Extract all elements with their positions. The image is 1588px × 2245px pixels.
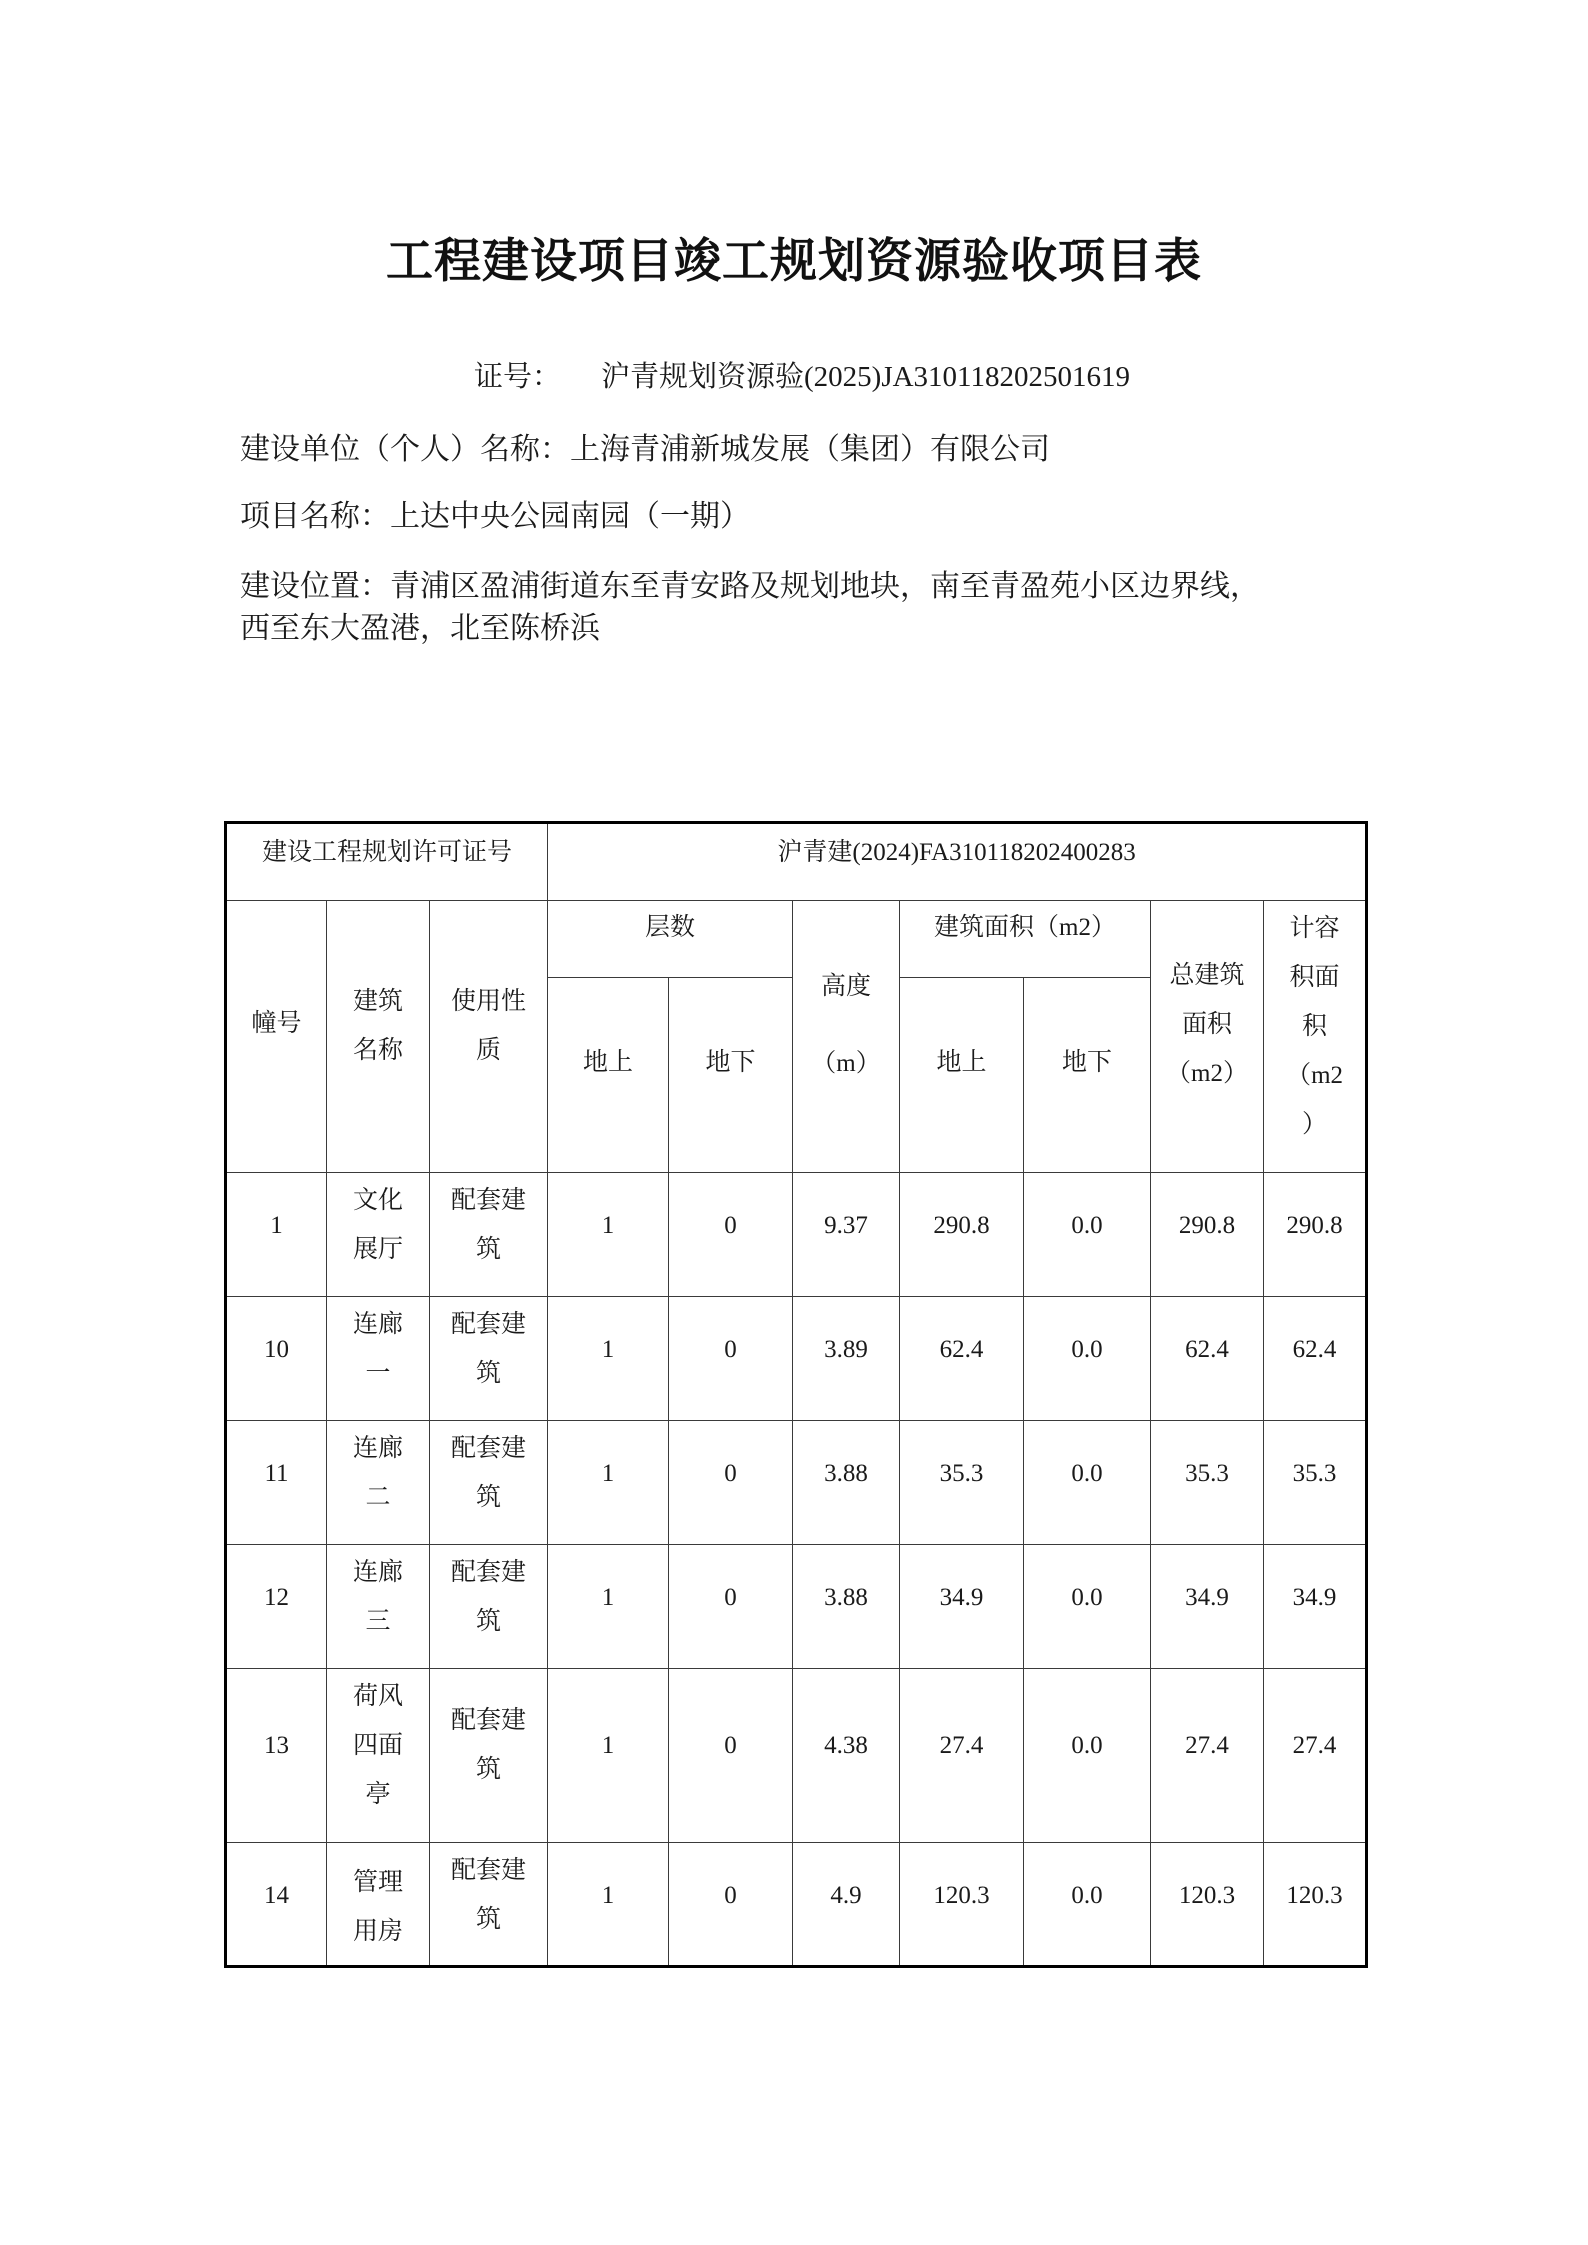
header-line: 使用性	[451, 988, 527, 1015]
header-line: 积面	[1289, 964, 1340, 991]
cell-line: 连廊	[352, 1311, 403, 1338]
cell-floors-above	[548, 1297, 669, 1421]
header-floors-above-label: 地上	[583, 1049, 634, 1076]
cell-floors-above-value: 1	[601, 1731, 615, 1759]
cell-total-area-value: 120.3	[1178, 1881, 1236, 1909]
header-building-name	[327, 901, 430, 1173]
cell-far-area-value: 35.3	[1292, 1459, 1337, 1487]
cell-far-area	[1264, 1173, 1367, 1297]
acceptance-table	[224, 821, 1368, 1968]
cell-floors-below	[669, 1173, 793, 1297]
cell-area-below-value: 0.0	[1071, 1335, 1103, 1363]
header-use	[430, 901, 548, 1173]
cell-area-below	[1024, 1421, 1151, 1545]
header-area	[900, 901, 1151, 978]
cell-height	[793, 1545, 900, 1669]
table-row	[226, 1843, 1367, 1967]
cell-floors-below-value: 0	[724, 1731, 737, 1759]
cell-total-area-value: 62.4	[1185, 1335, 1229, 1363]
cell-floors-above-value: 1	[601, 1211, 615, 1239]
table-row	[226, 1421, 1367, 1545]
cell-line: 筑	[476, 1360, 502, 1387]
cell-line: 筑	[476, 1608, 502, 1635]
cell-use	[430, 1421, 548, 1545]
cell-floors-above-value: 1	[601, 1335, 615, 1363]
cell-line: 配套建	[451, 1707, 527, 1734]
table-row	[226, 1669, 1367, 1843]
cell-line: 配套建	[451, 1857, 527, 1884]
cell-line: 三	[365, 1608, 391, 1635]
cell-total-area-value: 290.8	[1178, 1211, 1236, 1239]
location-line: 西至东大盈港，北至陈桥浜	[240, 612, 600, 645]
cell-height-value: 4.38	[824, 1731, 868, 1759]
cell-area-below-value: 0.0	[1071, 1211, 1103, 1239]
location-block	[240, 566, 1260, 650]
project-name: 上达中央公园南园（一期）	[390, 500, 750, 533]
cell-line: 管理	[352, 1869, 403, 1896]
cell-floors-below	[669, 1297, 793, 1421]
cell-building-name	[327, 1173, 430, 1297]
cell-building-no	[226, 1173, 327, 1297]
header-area-label: 建筑面积（m2）	[934, 914, 1116, 941]
cell-floors-above-value: 1	[601, 1881, 615, 1909]
cell-area-below	[1024, 1843, 1151, 1967]
cell-area-above-value: 290.8	[933, 1211, 990, 1239]
cell-height	[793, 1843, 900, 1967]
certificate-number-line	[0, 357, 1588, 397]
header-line: （m2	[1286, 1062, 1344, 1089]
cell-line: 一	[365, 1360, 391, 1387]
cell-area-below-value: 0.0	[1071, 1459, 1103, 1487]
cell-use	[430, 1843, 548, 1967]
cell-far-area	[1264, 1421, 1367, 1545]
cell-area-above-value: 34.9	[939, 1583, 984, 1611]
cell-area-above-value: 62.4	[939, 1335, 984, 1363]
cell-building-no-value: 10	[264, 1335, 289, 1363]
cell-area-above-value: 120.3	[933, 1881, 990, 1909]
cell-line: 荷风	[352, 1682, 403, 1710]
header-area-above	[900, 978, 1024, 1173]
cell-floors-above	[548, 1421, 669, 1545]
cell-floors-below-value: 0	[724, 1335, 737, 1363]
table-body	[226, 1173, 1367, 1967]
cell-building-no	[226, 1297, 327, 1421]
cell-line: 配套建	[451, 1311, 527, 1338]
cell-building-name	[327, 1545, 430, 1669]
cell-line: 筑	[476, 1236, 502, 1263]
permit-label: 建设工程规划许可证号	[262, 839, 513, 866]
cell-floors-above-value: 1	[601, 1583, 615, 1611]
cell-floors-above	[548, 1173, 669, 1297]
header-line: 面积	[1182, 1011, 1233, 1038]
cell-floors-below-value: 0	[724, 1459, 737, 1487]
header-line: 高度	[821, 973, 872, 1000]
cell-floors-below-value: 0	[724, 1211, 737, 1239]
cell-building-name	[327, 1421, 430, 1545]
header-area-below-label: 地下	[1062, 1049, 1113, 1076]
cell-line: 筑	[476, 1484, 502, 1511]
cell-floors-below	[669, 1545, 793, 1669]
cell-total-area	[1151, 1173, 1264, 1297]
cell-floors-below-value: 0	[724, 1881, 737, 1909]
cell-total-area	[1151, 1297, 1264, 1421]
cell-far-area	[1264, 1669, 1367, 1843]
cell-height-value: 3.88	[824, 1459, 868, 1487]
location-line: 建设位置：青浦区盈浦街道东至青安路及规划地块，南至青盈苑小区边界线，	[240, 570, 1260, 603]
cell-far-area	[1264, 1297, 1367, 1421]
cell-building-no	[226, 1545, 327, 1669]
cell-use	[430, 1297, 548, 1421]
cell-height-value: 9.37	[824, 1211, 868, 1239]
header-area-below	[1024, 978, 1151, 1173]
cell-use	[430, 1173, 548, 1297]
header-line: 积	[1302, 1013, 1328, 1040]
header-height	[793, 901, 900, 1173]
page-title: 工程建设项目竣工规划资源验收项目表	[386, 236, 1202, 288]
cell-floors-below	[669, 1843, 793, 1967]
cell-building-no-value: 1	[270, 1211, 283, 1239]
cell-far-area	[1264, 1545, 1367, 1669]
project-label: 项目名称：	[240, 500, 390, 533]
header-line: 质	[476, 1037, 502, 1064]
header-line: （m2）	[1166, 1060, 1248, 1087]
cell-floors-below-value: 0	[724, 1583, 737, 1611]
cell-far-area-value: 62.4	[1292, 1335, 1337, 1363]
cell-floors-below	[669, 1669, 793, 1843]
cell-total-area	[1151, 1669, 1264, 1843]
cell-total-area	[1151, 1843, 1264, 1967]
cell-line: 用房	[352, 1918, 403, 1945]
builder-label: 建设单位（个人）名称：	[240, 433, 570, 466]
cell-area-above	[900, 1421, 1024, 1545]
cell-line: 连廊	[352, 1559, 403, 1586]
cell-building-name	[327, 1669, 430, 1843]
cell-total-area	[1151, 1421, 1264, 1545]
project-line	[240, 496, 750, 538]
builder-name: 上海青浦新城发展（集团）有限公司	[570, 433, 1050, 466]
cell-line: 筑	[476, 1906, 502, 1933]
header-total-area	[1151, 901, 1264, 1173]
table-row	[226, 1297, 1367, 1421]
cell-line: 四面	[352, 1731, 403, 1759]
cell-building-no	[226, 1421, 327, 1545]
cell-height	[793, 1173, 900, 1297]
header-line: ）	[1302, 1111, 1328, 1138]
cell-line: 二	[365, 1484, 391, 1511]
cell-area-above-value: 27.4	[939, 1731, 984, 1759]
cell-far-area-value: 290.8	[1286, 1211, 1343, 1239]
cell-line: 展厅	[352, 1236, 403, 1263]
permit-number: 沪青建(2024)FA310118202400283	[777, 839, 1136, 866]
cell-building-name	[327, 1297, 430, 1421]
cell-use	[430, 1545, 548, 1669]
cell-line: 配套建	[451, 1187, 527, 1214]
cell-floors-below	[669, 1421, 793, 1545]
cell-building-name	[327, 1843, 430, 1967]
cell-building-no-value: 11	[264, 1459, 289, 1487]
cell-height-value: 3.88	[824, 1583, 868, 1611]
header-floors-below	[669, 978, 793, 1173]
cell-building-no-value: 13	[264, 1731, 289, 1759]
cell-line: 配套建	[451, 1435, 527, 1462]
cell-building-no	[226, 1669, 327, 1843]
cell-far-area-value: 34.9	[1292, 1583, 1337, 1611]
cell-total-area-value: 34.9	[1185, 1583, 1229, 1611]
cell-area-above	[900, 1843, 1024, 1967]
cell-floors-above-value: 1	[601, 1459, 615, 1487]
certificate-number: 沪青规划资源验(2025)JA310118202501619	[601, 361, 1130, 393]
cell-area-below	[1024, 1173, 1151, 1297]
cell-floors-above	[548, 1669, 669, 1843]
header-row	[226, 901, 1367, 978]
permit-number-cell	[548, 823, 1367, 901]
cell-area-above	[900, 1545, 1024, 1669]
cell-far-area	[1264, 1843, 1367, 1967]
permit-row	[226, 823, 1367, 901]
table-row	[226, 1545, 1367, 1669]
cell-building-no-value: 12	[264, 1583, 289, 1611]
cell-total-area-value: 35.3	[1185, 1459, 1229, 1487]
header-line: 名称	[352, 1037, 403, 1064]
builder-line	[240, 429, 1050, 471]
header-line: 建筑	[352, 988, 403, 1015]
cell-area-below	[1024, 1669, 1151, 1843]
cell-height	[793, 1297, 900, 1421]
header-line: 总建筑	[1169, 962, 1245, 989]
cell-area-below-value: 0.0	[1071, 1881, 1103, 1909]
cell-area-above	[900, 1297, 1024, 1421]
cell-area-above	[900, 1669, 1024, 1843]
cell-area-below	[1024, 1297, 1151, 1421]
cell-area-above-value: 35.3	[939, 1459, 984, 1487]
table-row	[226, 1173, 1367, 1297]
cell-area-above	[900, 1173, 1024, 1297]
cell-far-area-value: 120.3	[1286, 1881, 1343, 1909]
header-building-no	[226, 901, 327, 1173]
cell-area-below-value: 0.0	[1071, 1731, 1103, 1759]
cell-height-value: 3.89	[824, 1335, 868, 1363]
cell-line: 筑	[476, 1756, 502, 1783]
permit-label-cell	[226, 823, 548, 901]
header-far-area	[1264, 901, 1367, 1173]
cell-height-value: 4.9	[830, 1881, 862, 1909]
cell-building-no-value: 14	[264, 1881, 289, 1909]
cell-height	[793, 1669, 900, 1843]
header-line: （m）	[811, 1050, 881, 1077]
cell-total-area	[1151, 1545, 1264, 1669]
cell-floors-above	[548, 1545, 669, 1669]
cell-area-below	[1024, 1545, 1151, 1669]
header-floors-label: 层数	[645, 914, 696, 941]
certificate-label: 证号：	[474, 361, 562, 393]
cell-use	[430, 1669, 548, 1843]
header-floors	[548, 901, 793, 978]
header-area-above-label: 地上	[936, 1049, 987, 1076]
cell-height	[793, 1421, 900, 1545]
cell-floors-above	[548, 1843, 669, 1967]
header-floors-above	[548, 978, 669, 1173]
cell-total-area-value: 27.4	[1185, 1731, 1229, 1759]
header-floors-below-label: 地下	[705, 1049, 756, 1076]
cell-area-below-value: 0.0	[1071, 1583, 1103, 1611]
cell-line: 配套建	[451, 1559, 527, 1586]
header-building-no-label: 幢号	[251, 1010, 302, 1037]
cell-line: 亭	[365, 1780, 391, 1808]
cell-line: 连廊	[352, 1435, 403, 1462]
cell-far-area-value: 27.4	[1292, 1731, 1337, 1759]
cell-line: 文化	[352, 1187, 403, 1214]
cell-building-no	[226, 1843, 327, 1967]
header-line: 计容	[1289, 915, 1340, 942]
